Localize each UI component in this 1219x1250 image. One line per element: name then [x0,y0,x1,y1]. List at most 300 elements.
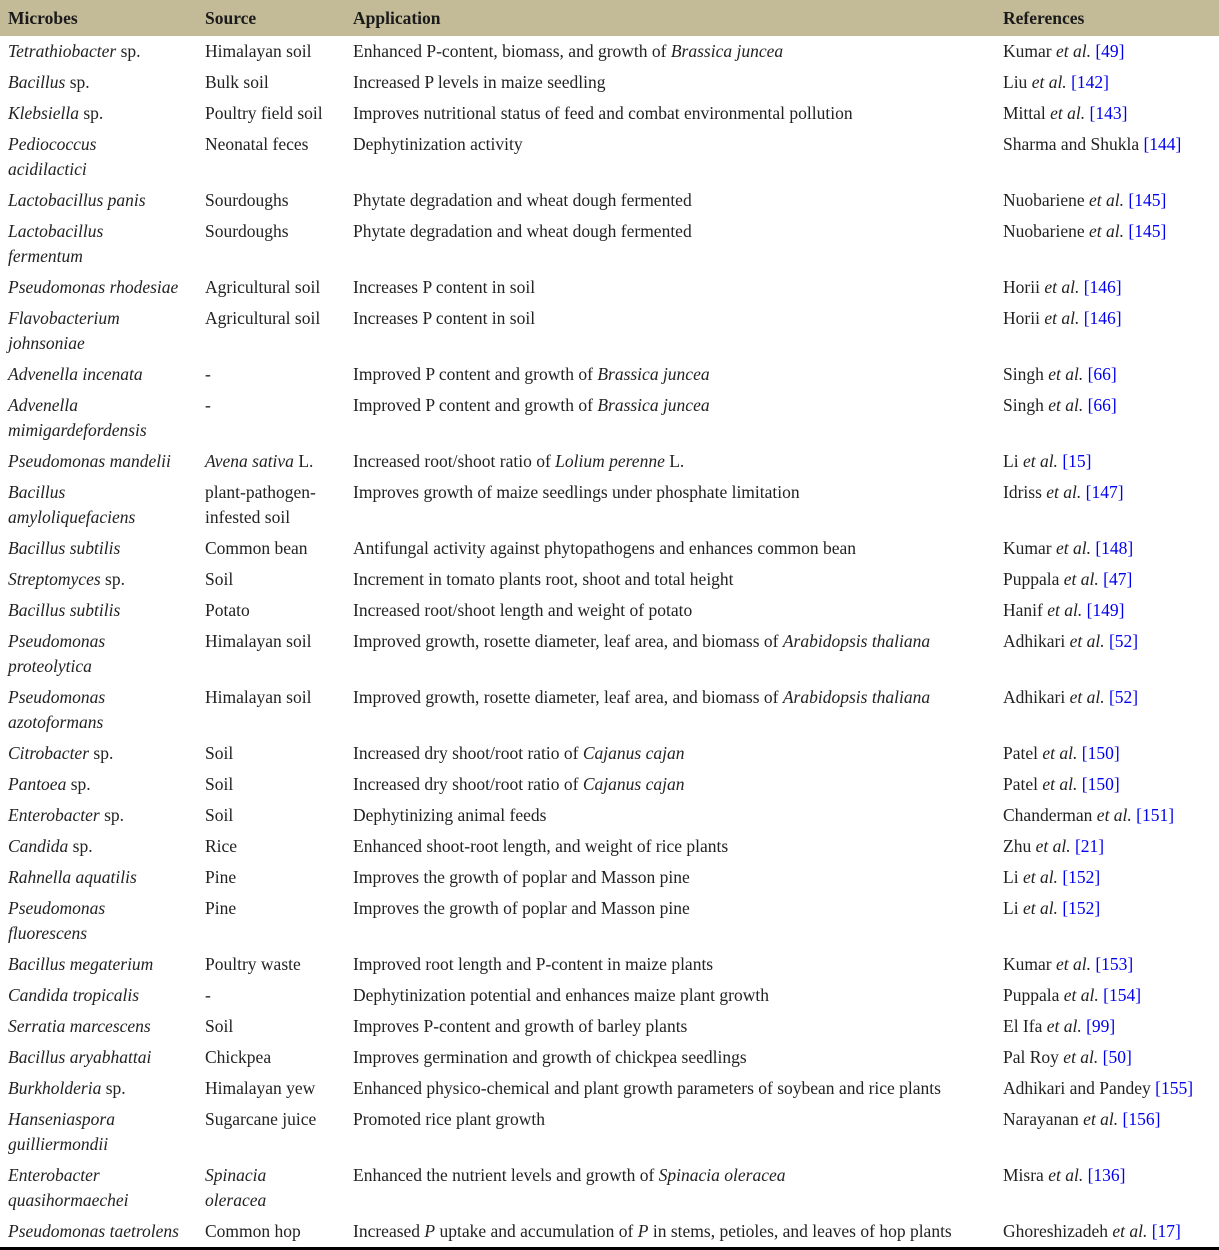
table-row [0,272,1219,303]
text: Himalayan soil [205,631,312,651]
citation-link[interactable]: [66] [1087,364,1117,384]
text: L. [664,451,685,471]
header-row [0,0,1219,36]
reference-cell [1003,862,1219,893]
source-cell [205,831,353,862]
source-cell [205,1160,353,1216]
application-cell [353,831,1003,862]
text: Soil [205,774,234,794]
application-cell [353,446,1003,477]
table-row [0,769,1219,800]
text: Patel [1003,743,1043,763]
table-row [0,216,1219,272]
application-cell [353,98,1003,129]
table-row [0,595,1219,626]
microbe-cell [0,359,205,390]
italic-text: Pseudomonas [8,898,106,918]
italic-text: Rahnella aquatilis [8,867,137,887]
microbe-cell [0,533,205,564]
source-cell [205,769,353,800]
italic-text: Burkholderia [8,1078,102,1098]
italic-text: Pseudomonas taetrolens [8,1221,179,1241]
application-cell [353,595,1003,626]
text: Singh [1003,395,1049,415]
application-cell [353,564,1003,595]
text: Increased root/shoot length and weight of potato [353,600,693,620]
application-cell [353,1073,1003,1104]
italic-text: acidilactici [8,159,87,179]
italic-text: P [424,1221,436,1241]
application-cell [353,893,1003,949]
citation-link[interactable]: [17] [1151,1221,1181,1241]
column-header-source: Source [205,0,353,36]
column-header-references: References [1003,0,1219,36]
citation-link[interactable]: [146] [1083,277,1122,297]
text: Soil [205,805,234,825]
reference-cell [1003,1160,1219,1216]
source-cell [205,1011,353,1042]
italic-text: et al. [1083,1109,1119,1129]
citation-link[interactable]: [155] [1155,1078,1194,1098]
italic-text: et al. [1044,308,1080,328]
italic-text: Advenella [8,395,78,415]
microbe-cell [0,36,205,67]
italic-text: Spinacia [205,1165,267,1185]
text: Pine [205,898,237,918]
application-cell [353,980,1003,1011]
citation-link[interactable]: [146] [1083,308,1122,328]
text: Sugarcane juice [205,1109,317,1129]
citation-link[interactable]: [66] [1087,395,1117,415]
text: Improved root length and P-content in maize plants [353,954,714,974]
italic-text: oleracea [205,1190,267,1210]
italic-text: et al. [1069,687,1105,707]
reference-cell [1003,303,1219,359]
italic-text: azotoformans [8,712,104,732]
microbe-cell [0,769,205,800]
source-cell [205,1216,353,1249]
italic-text: Bacillus [8,72,66,92]
text: sp. [68,836,93,856]
microbe-cell [0,446,205,477]
italic-text: et al. [1044,277,1080,297]
text: Sourdoughs [205,221,289,241]
italic-text: Brassica juncea [670,41,784,61]
italic-text: fluorescens [8,923,88,943]
text: Pine [205,867,237,887]
citation-link[interactable]: [99] [1086,1016,1116,1036]
italic-text: Flavobacterium [8,308,120,328]
text: Improved growth, rosette diameter, leaf area, and biomass of [353,631,783,651]
italic-text: et al. [1069,631,1105,651]
italic-text: Advenella incenata [8,364,143,384]
microbe-cell [0,272,205,303]
italic-text: Streptomyces [8,569,101,589]
table-row [0,359,1219,390]
text: Adhikari [1003,631,1070,651]
application-cell [353,682,1003,738]
text: Agricultural soil [205,277,321,297]
text: Li [1003,898,1023,918]
table-body [0,36,1219,1249]
text: Poultry waste [205,954,301,974]
source-cell [205,272,353,303]
italic-text: Brassica juncea [597,364,710,384]
source-cell [205,129,353,185]
citation-link[interactable]: [142] [1071,72,1109,92]
reference-cell [1003,1216,1219,1249]
citation-link[interactable]: [52] [1108,687,1139,707]
microbe-cell [0,98,205,129]
text: Increment in tomato plants root, shoot and total height [353,569,734,589]
italic-text: et al. [1048,395,1084,415]
text: Increased dry shoot/root ratio of [353,774,583,794]
citation-link[interactable]: [156] [1122,1109,1161,1129]
text: Improves the growth of poplar and Masson pine [353,867,690,887]
italic-text: et al. [1063,985,1099,1005]
italic-text: amyloliquefaciens [8,507,136,527]
citation-link[interactable]: [152] [1062,867,1101,887]
text: uptake and accumulation of [435,1221,638,1241]
italic-text: P [637,1221,649,1241]
text: Increased [353,1221,425,1241]
source-cell [205,564,353,595]
reference-cell [1003,1011,1219,1042]
reference-cell [1003,595,1219,626]
text: Liu [1003,72,1032,92]
italic-text: et al. [1046,482,1082,502]
citation-link[interactable]: [154] [1103,985,1142,1005]
text: Horii [1003,277,1045,297]
table-header [0,0,1219,36]
text: sp. [89,743,114,763]
italic-text: et al. [1046,1016,1082,1036]
text: Improves germination and growth of chickpea seedlings [353,1047,747,1067]
text: Adhikari and Pandey [1003,1078,1156,1098]
microbe-cell [0,477,205,533]
application-cell [353,1160,1003,1216]
italic-text: Avena sativa [205,451,294,471]
microbe-cell [0,595,205,626]
table-row [0,1104,1219,1160]
microbe-cell [0,216,205,272]
reference-cell [1003,1042,1219,1073]
reference-cell [1003,893,1219,949]
text: Chickpea [205,1047,272,1067]
reference-cell [1003,949,1219,980]
italic-text: Candida [8,836,69,856]
microbe-cell [0,1011,205,1042]
microbe-cell [0,831,205,862]
italic-text: johnsoniae [8,333,85,353]
application-cell [353,272,1003,303]
text: Li [1003,867,1023,887]
microbe-cell [0,1073,205,1104]
italic-text: et al. [1048,1165,1084,1185]
text: Dephytinization potential and enhances maize plant growth [353,985,769,1005]
application-cell [353,67,1003,98]
citation-link[interactable]: [148] [1095,538,1134,558]
application-cell [353,359,1003,390]
text: Singh [1003,364,1049,384]
text: Enhanced the nutrient levels and growth of [353,1165,659,1185]
source-cell [205,98,353,129]
application-cell [353,533,1003,564]
italic-text: Brassica juncea [597,395,710,415]
citation-link[interactable]: [49] [1095,41,1125,61]
microbe-cell [0,626,205,682]
reference-cell [1003,980,1219,1011]
source-cell [205,1042,353,1073]
source-cell [205,36,353,67]
table-row [0,626,1219,682]
table-row [0,390,1219,446]
italic-text: et al. [1031,72,1067,92]
table-row [0,1042,1219,1073]
text: Promoted rice plant growth [353,1109,545,1129]
text: Improves growth of maize seedlings under phosphate limitation [353,482,800,502]
microbe-cell [0,1160,205,1216]
table-row [0,831,1219,862]
citation-link[interactable]: [153] [1095,954,1134,974]
citation-link[interactable]: [151] [1136,805,1175,825]
text: Ghoreshizadeh [1003,1221,1113,1241]
text: Narayanan [1003,1109,1084,1129]
application-cell [353,769,1003,800]
source-cell [205,185,353,216]
reference-cell [1003,272,1219,303]
citation-link[interactable]: [152] [1062,898,1101,918]
italic-text: et al. [1042,774,1078,794]
microbe-cell [0,738,205,769]
text: Dephytinizing animal feeds [353,805,547,825]
citation-link[interactable]: [52] [1108,631,1139,651]
microbe-cell [0,682,205,738]
text: Zhu [1003,836,1036,856]
table-row [0,893,1219,949]
microbe-cell [0,1104,205,1160]
italic-text: fermentum [8,246,83,266]
citation-link[interactable]: [21] [1074,836,1105,856]
column-header-microbes: Microbes [0,0,205,36]
reference-cell [1003,1073,1219,1104]
text: Phytate degradation and wheat dough fermented [353,221,692,241]
reference-cell [1003,216,1219,272]
text: - [205,395,211,415]
microbe-cell [0,862,205,893]
italic-text: quasihormaechei [8,1190,129,1210]
italic-text: et al. [1055,954,1091,974]
text: - [205,364,211,384]
italic-text: Pseudomonas rhodesiae [8,277,179,297]
italic-text: Candida tropicalis [8,985,140,1005]
text: sp. [99,805,124,825]
text: Kumar [1003,41,1056,61]
italic-text: Bacillus megaterium [8,954,154,974]
text: Puppala [1003,569,1064,589]
table-row [0,67,1219,98]
source-cell [205,595,353,626]
italic-text: Enterobacter [8,805,100,825]
italic-text: et al. [1048,364,1084,384]
italic-text: Bacillus [8,482,66,502]
microbe-cell [0,893,205,949]
italic-text: et al. [1050,103,1086,123]
italic-text: guilliermondii [8,1134,109,1154]
table-row [0,446,1219,477]
microbe-cell [0,949,205,980]
text: Soil [205,1016,234,1036]
reference-cell [1003,185,1219,216]
table-row [0,564,1219,595]
application-cell [353,36,1003,67]
italic-text: Enterobacter [8,1165,100,1185]
text: Common hop [205,1221,301,1241]
citation-link[interactable]: [145] [1128,221,1167,241]
source-cell [205,949,353,980]
citation-link[interactable]: [143] [1089,103,1128,123]
reference-cell [1003,477,1219,533]
table-row [0,738,1219,769]
text: Horii [1003,308,1045,328]
reference-cell [1003,800,1219,831]
text: Hanif [1003,600,1048,620]
text: Chanderman [1003,805,1097,825]
text: Dephytinization activity [353,134,523,154]
source-cell [205,446,353,477]
application-cell [353,477,1003,533]
reference-cell [1003,359,1219,390]
application-cell [353,216,1003,272]
table-row [0,98,1219,129]
italic-text: Spinacia oleracea [658,1165,786,1185]
application-cell [353,626,1003,682]
reference-cell [1003,533,1219,564]
text: Potato [205,600,250,620]
reference-cell [1003,98,1219,129]
italic-text: Pantoea [8,774,67,794]
text: Rice [205,836,238,856]
reference-cell [1003,738,1219,769]
citation-link[interactable]: [147] [1085,482,1124,502]
reference-cell [1003,129,1219,185]
italic-text: et al. [1112,1221,1148,1241]
microbe-cell [0,185,205,216]
italic-text: et al. [1022,451,1058,471]
reference-cell [1003,564,1219,595]
table-row [0,129,1219,185]
citation-link[interactable]: [145] [1128,190,1167,210]
italic-text: Lactobacillus panis [8,190,146,210]
citation-link[interactable]: [50] [1102,1047,1132,1067]
table-row [0,862,1219,893]
text: Poultry field soil [205,103,323,123]
text: Pal Roy [1003,1047,1064,1067]
source-cell [205,800,353,831]
citation-link[interactable]: [136] [1087,1165,1126,1185]
application-cell [353,800,1003,831]
text: Kumar [1003,538,1056,558]
source-cell [205,67,353,98]
text: Increases P content in soil [353,277,536,297]
italic-text: Tetrathiobacter [8,41,117,61]
italic-text: Cajanus cajan [582,743,685,763]
text: sp. [78,103,104,123]
application-cell [353,1042,1003,1073]
application-cell [353,303,1003,359]
text: Himalayan soil [205,687,312,707]
table-row [0,1073,1219,1104]
text: in stems, petioles, and leaves of hop plants [648,1221,952,1241]
column-header-application: Application [353,0,1003,36]
table-row [0,949,1219,980]
italic-text: et al. [1089,190,1125,210]
source-cell [205,216,353,272]
text: sp. [100,569,125,589]
text: Enhanced P-content, biomass, and growth of [353,41,671,61]
source-cell [205,303,353,359]
italic-text: Hanseniaspora [8,1109,115,1129]
table-row [0,36,1219,67]
citation-link[interactable]: [47] [1103,569,1133,589]
italic-text: Klebsiella [8,103,79,123]
citation-link[interactable]: [150] [1081,743,1120,763]
application-cell [353,390,1003,446]
source-cell [205,738,353,769]
reference-cell [1003,1104,1219,1160]
italic-text: et al. [1022,867,1058,887]
italic-text: et al. [1035,836,1071,856]
text: Patel [1003,774,1043,794]
table-row [0,800,1219,831]
table-row [0,185,1219,216]
application-cell [353,1011,1003,1042]
microbe-cell [0,67,205,98]
text: Improves P-content and growth of barley plants [353,1016,688,1036]
microbe-cell [0,800,205,831]
application-cell [353,1104,1003,1160]
italic-text: et al. [1047,600,1083,620]
microbe-cell [0,980,205,1011]
citation-link[interactable]: [144] [1143,134,1182,154]
table-row [0,1216,1219,1249]
citation-link[interactable]: [15] [1062,451,1092,471]
italic-text: et al. [1089,221,1125,241]
text: L. [293,451,314,471]
microbe-cell [0,390,205,446]
text: Improves nutritional status of feed and combat environmental pollution [353,103,853,123]
citation-link[interactable]: [150] [1081,774,1120,794]
text: Mittal [1003,103,1051,123]
text: Puppala [1003,985,1064,1005]
italic-text: Pseudomonas mandelii [8,451,171,471]
application-cell [353,129,1003,185]
italic-text: Citrobacter [8,743,90,763]
microbe-cell [0,1216,205,1249]
source-cell [205,359,353,390]
text: Common bean [205,538,308,558]
text: Bulk soil [205,72,269,92]
table-row [0,303,1219,359]
text: Li [1003,451,1023,471]
text: Enhanced shoot-root length, and weight of rice plants [353,836,729,856]
reference-cell [1003,626,1219,682]
microbe-cell [0,564,205,595]
italic-text: et al. [1063,1047,1099,1067]
italic-text: et al. [1042,743,1078,763]
citation-link[interactable]: [149] [1086,600,1125,620]
italic-text: et al. [1055,41,1091,61]
